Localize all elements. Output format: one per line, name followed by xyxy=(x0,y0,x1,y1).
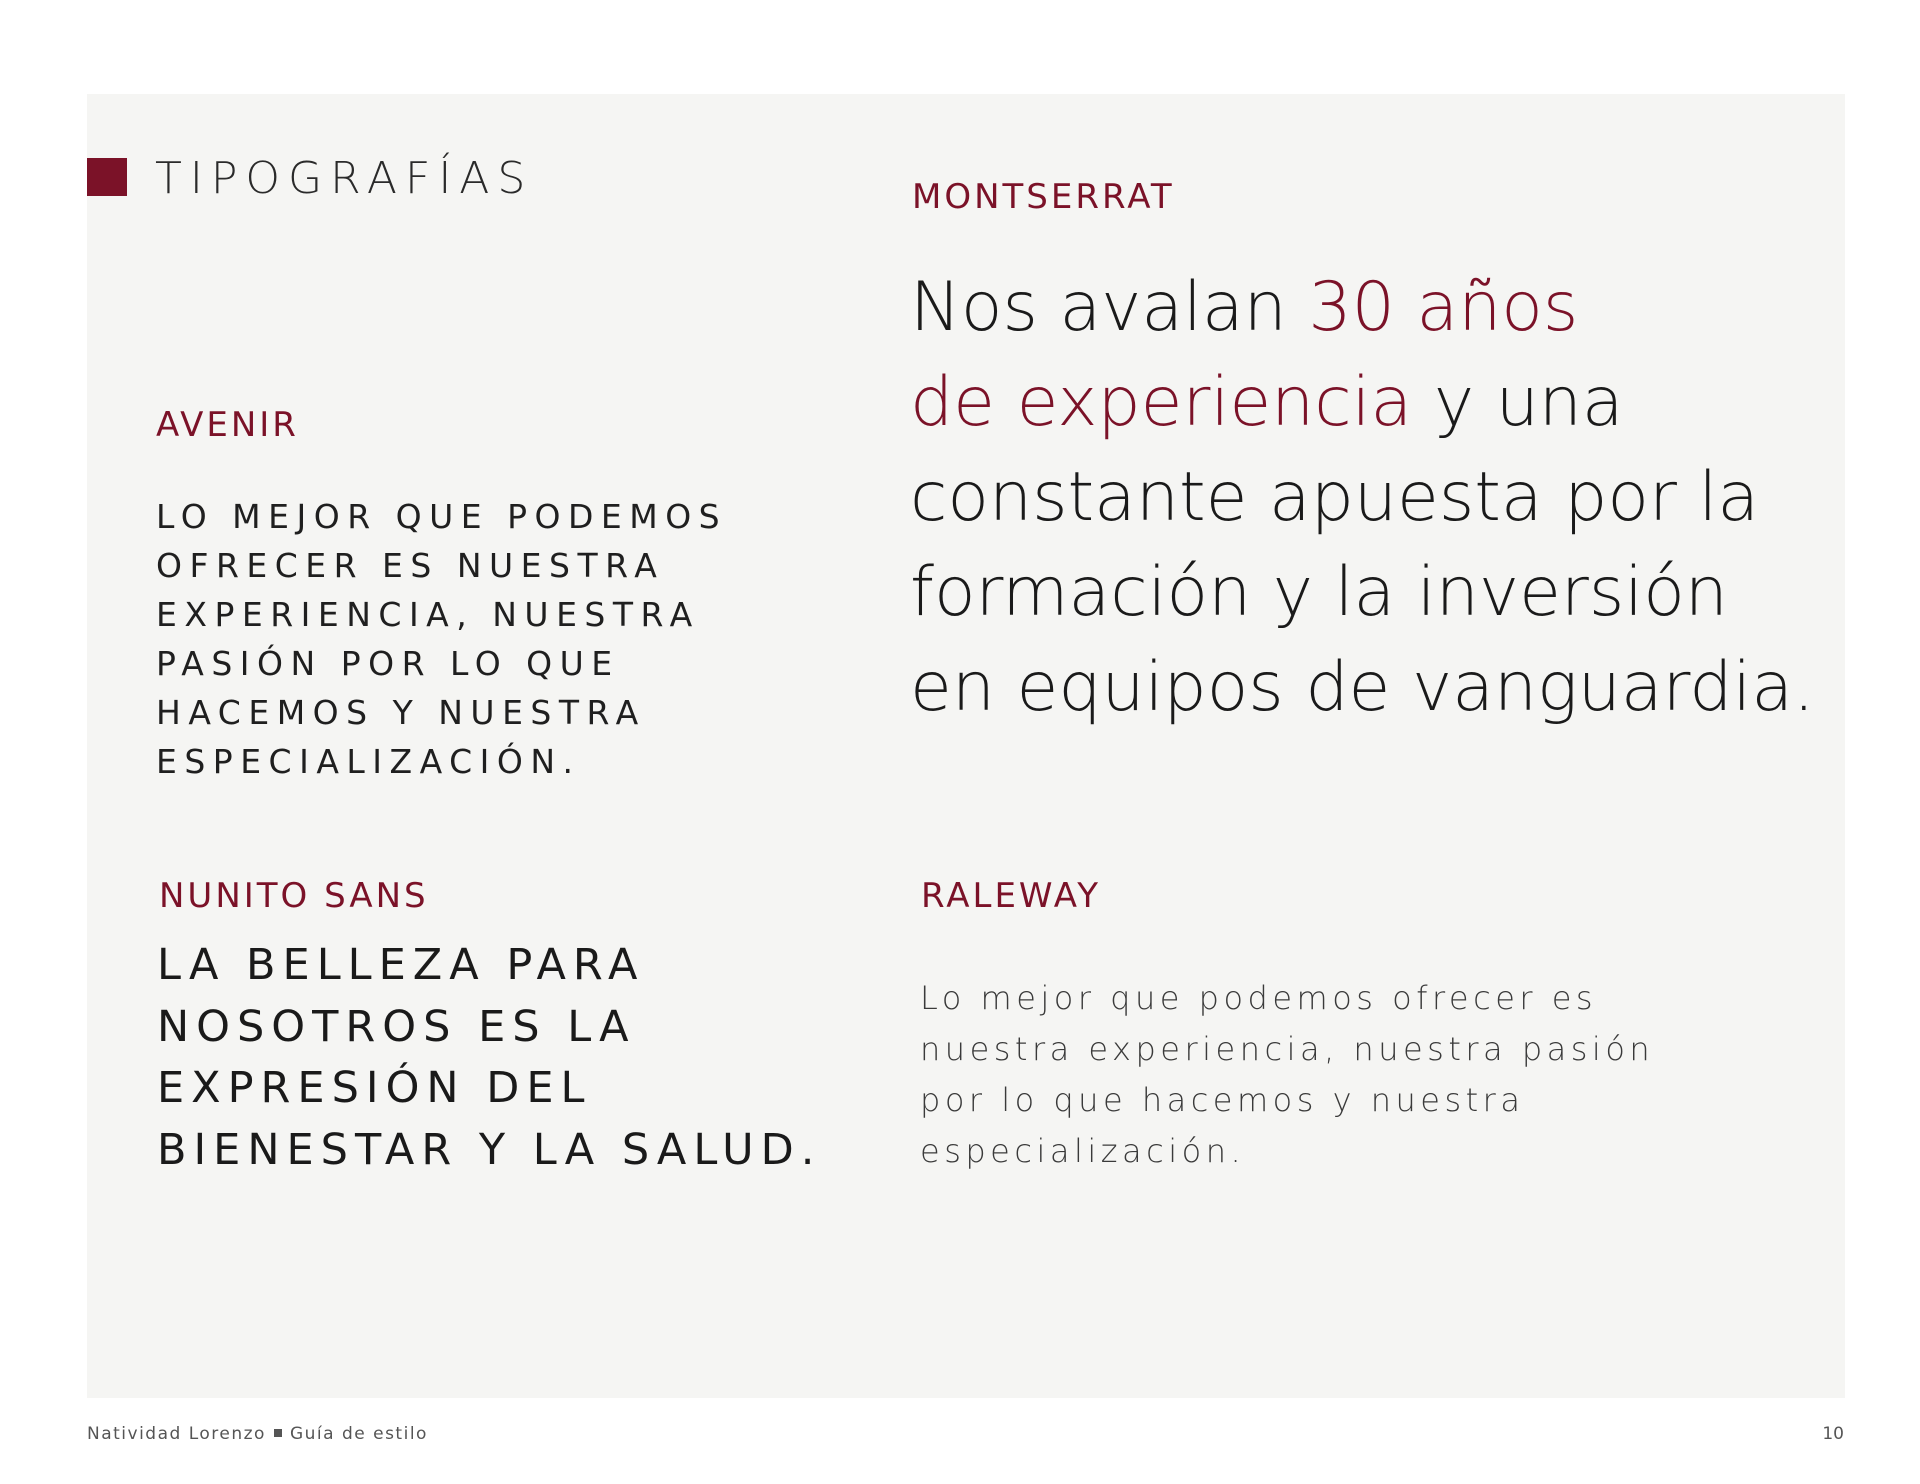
text-run: y una xyxy=(1412,363,1624,442)
montserrat-line xyxy=(910,260,1830,355)
section-marker-square xyxy=(87,158,127,196)
footer-credit xyxy=(87,1424,428,1444)
raleway-line: nuestra experiencia, nuestra pasión xyxy=(920,1030,1655,1068)
avenir-line: LO MEJOR QUE PODEMOS xyxy=(156,497,728,536)
montserrat-line: en equipos de vanguardia. xyxy=(910,648,1815,727)
avenir-line: OFRECER ES NUESTRA xyxy=(156,546,665,585)
raleway-sample-text xyxy=(920,973,1760,1177)
avenir-line: EXPERIENCIA, NUESTRA xyxy=(156,595,700,634)
accent-text-run: de experiencia xyxy=(910,363,1413,442)
raleway-line: por lo que hacemos y nuestra xyxy=(920,1081,1525,1119)
text-run: Nos avalan xyxy=(910,268,1309,347)
font-label-nunito-sans: NUNITO SANS xyxy=(159,876,429,916)
font-label-avenir: AVENIR xyxy=(156,405,299,445)
avenir-line: ESPECIALIZACIÓN. xyxy=(156,742,581,781)
avenir-line: HACEMOS Y NUESTRA xyxy=(156,693,646,732)
raleway-line: especialización. xyxy=(920,1132,1246,1170)
montserrat-line xyxy=(910,355,1830,450)
avenir-sample-text xyxy=(156,492,776,786)
nunito-line: NOSOTROS ES LA xyxy=(157,1001,636,1052)
montserrat-line: constante apuesta por la xyxy=(910,458,1760,537)
nunito-line: BIENESTAR Y LA SALUD. xyxy=(157,1124,822,1175)
font-label-montserrat: MONTSERRAT xyxy=(912,177,1175,217)
footer-author: Natividad Lorenzo xyxy=(87,1424,266,1444)
montserrat-sample-text xyxy=(910,260,1830,735)
nunito-line: EXPRESIÓN DEL xyxy=(157,1063,592,1113)
montserrat-line: formación y la inversión xyxy=(910,553,1728,632)
raleway-line: Lo mejor que podemos ofrecer es xyxy=(920,979,1598,1017)
page-number: 10 xyxy=(1822,1424,1844,1444)
nunito-sample-text xyxy=(157,935,857,1181)
nunito-line: LA BELLEZA PARA xyxy=(157,940,645,990)
avenir-line: PASIÓN POR LO QUE xyxy=(156,644,620,683)
bullet-separator-icon xyxy=(274,1429,282,1437)
section-title: TIPOGRAFÍAS xyxy=(155,153,534,204)
font-label-raleway: RALEWAY xyxy=(921,876,1102,916)
accent-text-run: 30 años xyxy=(1308,268,1579,347)
footer-doc-title: Guía de estilo xyxy=(289,1424,428,1444)
